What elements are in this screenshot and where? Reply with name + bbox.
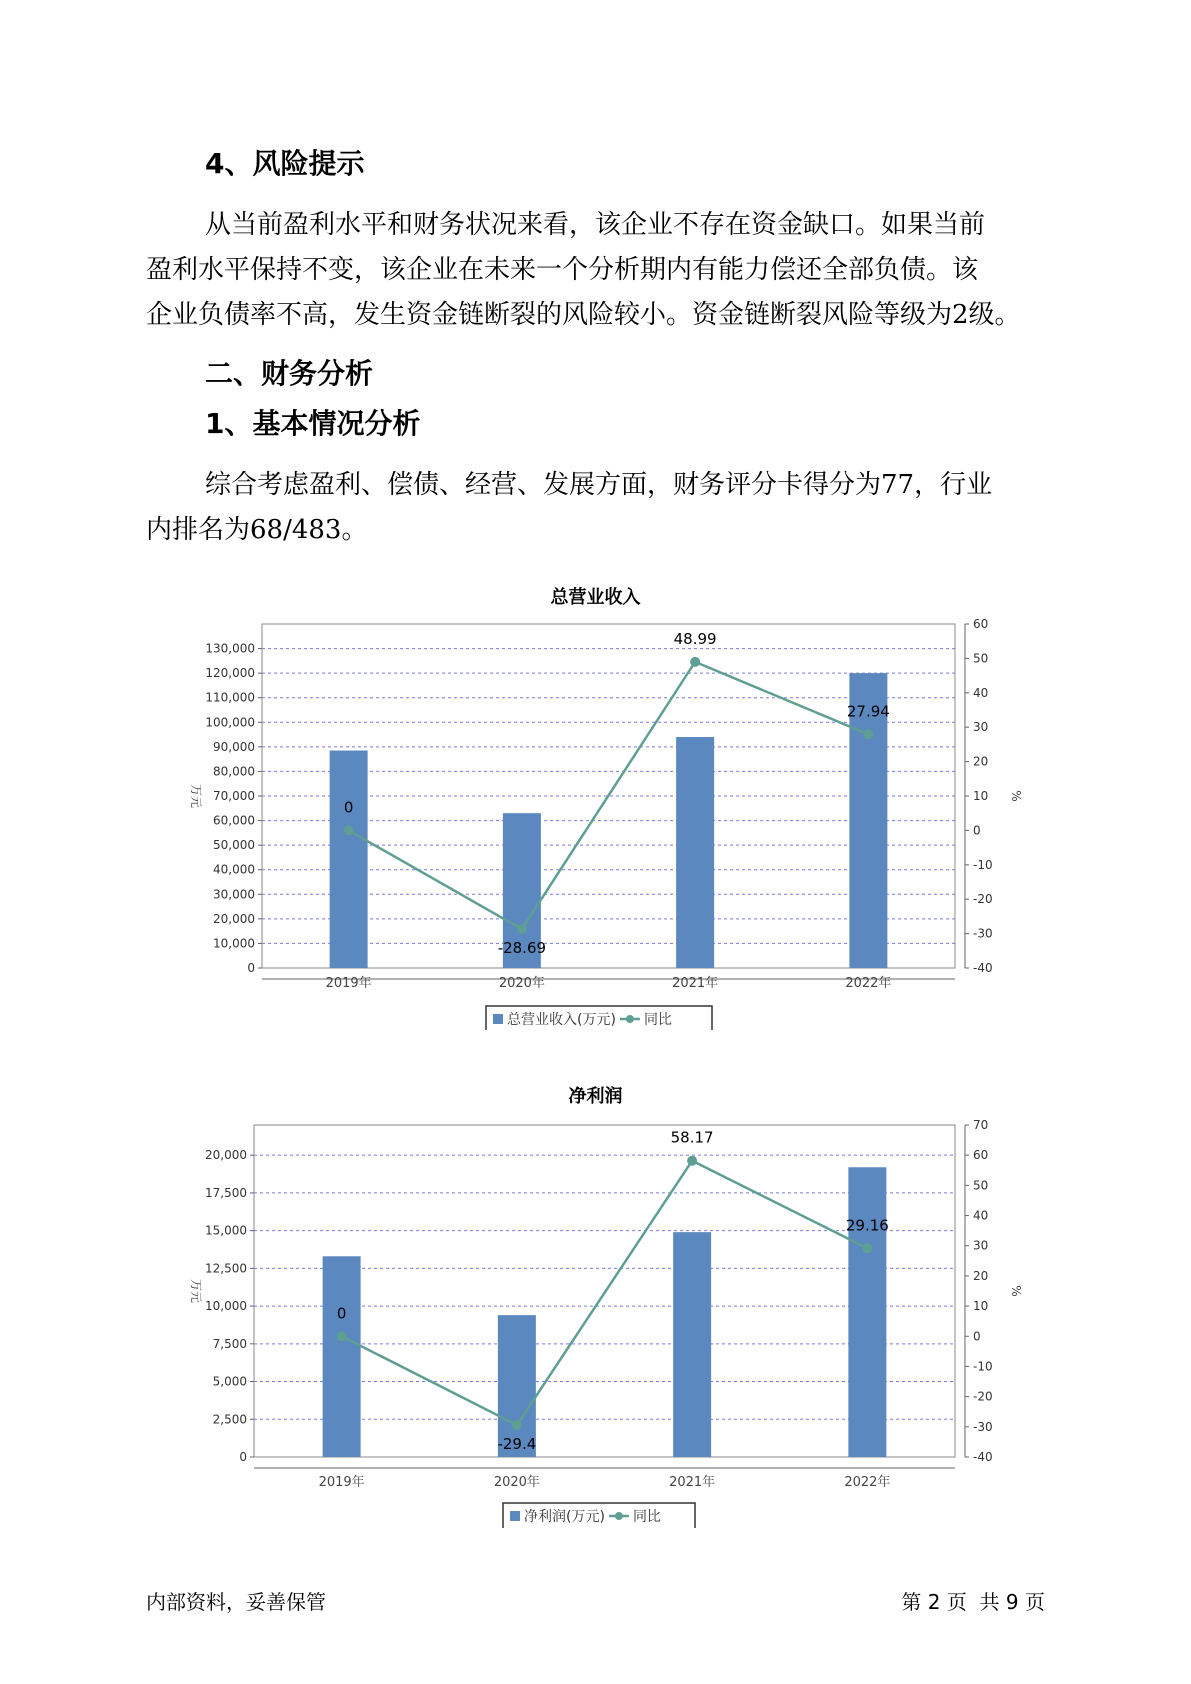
y2-tick-label: -30 xyxy=(973,926,993,941)
legend-label-bar: 净利润(万元) xyxy=(524,1509,605,1525)
y2-tick-label: 60 xyxy=(973,1148,989,1163)
subsection-heading-basic: 1、基本情况分析 xyxy=(205,407,421,440)
y2-tick-label: 0 xyxy=(973,1329,981,1344)
y-tick-label: 60,000 xyxy=(213,813,255,828)
bar xyxy=(673,1232,711,1457)
yoy-point xyxy=(863,729,873,739)
y2-tick-label: 20 xyxy=(973,754,989,769)
chart-title-net-profit: 净利润 xyxy=(568,1086,623,1107)
y-tick-label: 120,000 xyxy=(205,666,255,681)
data-label: 48.99 xyxy=(673,629,717,648)
y2-tick-label: 40 xyxy=(973,1208,989,1223)
y-tick-label: 15,000 xyxy=(205,1223,247,1238)
x-tick-label: 2022年 xyxy=(845,976,892,991)
basic-para-line-2: 内排名为68/483。 xyxy=(146,515,368,545)
data-label: 29.16 xyxy=(845,1216,889,1235)
x-tick-label: 2021年 xyxy=(669,1475,716,1490)
y-tick-label: 30,000 xyxy=(213,887,255,902)
chart-title-revenue: 总营业收入 xyxy=(550,587,641,608)
yoy-point xyxy=(517,924,527,934)
y2-tick-label: -10 xyxy=(973,857,993,872)
y2-tick-label: 30 xyxy=(973,720,989,735)
y2-tick-label: 40 xyxy=(973,685,989,700)
footer-confidential: 内部资料，妥善保管 xyxy=(146,1590,326,1614)
basic-para-line-1: 综合考虑盈利、偿债、经营、发展方面，财务评分卡得分为77，行业 xyxy=(205,470,993,500)
y-tick-label: 0 xyxy=(239,1450,247,1464)
data-label: 58.17 xyxy=(670,1128,714,1147)
legend-swatch-bar xyxy=(493,1014,503,1024)
y2-axis-label: % xyxy=(1009,790,1023,802)
bar xyxy=(848,1167,886,1457)
y2-tick-label: -20 xyxy=(973,1389,993,1404)
data-label: -29.4 xyxy=(497,1435,537,1454)
y-tick-label: 90,000 xyxy=(213,739,255,754)
y-tick-label: 20,000 xyxy=(205,1148,247,1163)
data-label: 0 xyxy=(343,798,354,817)
yoy-point xyxy=(690,657,700,667)
data-label: 27.94 xyxy=(846,702,890,721)
y2-axis-label: % xyxy=(1009,1285,1023,1297)
legend-swatch-point xyxy=(615,1512,623,1520)
yoy-point xyxy=(687,1156,697,1166)
legend-label-bar: 总营业收入(万元) xyxy=(507,1012,616,1028)
y-tick-label: 70,000 xyxy=(213,789,255,803)
x-tick-label: 2020年 xyxy=(493,1475,540,1490)
data-label: -28.69 xyxy=(497,939,547,958)
y2-tick-label: -20 xyxy=(973,892,993,907)
risk-para-line-1: 从当前盈利水平和财务状况来看，该企业不存在资金缺口。如果当前 xyxy=(205,210,986,240)
x-tick-label: 2020年 xyxy=(498,976,545,991)
yoy-point xyxy=(337,1331,347,1341)
y2-tick-label: 30 xyxy=(973,1238,989,1253)
y2-tick-label: -10 xyxy=(973,1359,993,1374)
section-heading-financial: 二、财务分析 xyxy=(205,357,374,390)
yoy-point xyxy=(512,1420,522,1430)
footer-page-number: 第 2 页 共 9 页 xyxy=(901,1590,1045,1614)
bar xyxy=(323,1256,361,1457)
legend-swatch-point xyxy=(626,1015,634,1023)
y2-tick-label: 20 xyxy=(973,1268,989,1283)
y2-tick-label: 10 xyxy=(973,1299,989,1314)
y-tick-label: 110,000 xyxy=(205,690,255,705)
y-tick-label: 5,000 xyxy=(212,1374,247,1389)
y-axis-label: 万元 xyxy=(189,1278,203,1304)
chart-revenue xyxy=(0,615,1191,1034)
net-profit-chart-svg xyxy=(0,1113,1191,1528)
y2-tick-label: 50 xyxy=(973,1178,989,1193)
y-tick-label: 10,000 xyxy=(205,1299,247,1314)
y-tick-label: 12,500 xyxy=(205,1261,247,1276)
y-tick-label: 130,000 xyxy=(205,641,255,656)
y-tick-label: 2,500 xyxy=(212,1412,247,1427)
risk-para-line-3: 企业负债率不高，发生资金链断裂的风险较小。资金链断裂风险等级为2级。 xyxy=(146,300,1021,330)
y2-tick-label: -40 xyxy=(973,1450,993,1464)
x-tick-label: 2019年 xyxy=(325,976,372,991)
y-tick-label: 10,000 xyxy=(213,936,255,951)
y2-tick-label: 10 xyxy=(973,789,989,803)
y2-tick-label: -30 xyxy=(973,1419,993,1434)
y-tick-label: 50,000 xyxy=(213,838,255,853)
y2-tick-label: -40 xyxy=(973,961,993,975)
y-tick-label: 100,000 xyxy=(205,715,255,730)
y-tick-label: 80,000 xyxy=(213,764,255,779)
x-tick-label: 2022年 xyxy=(844,1475,891,1490)
x-tick-label: 2019年 xyxy=(318,1475,365,1490)
bar xyxy=(330,751,368,968)
bar xyxy=(676,737,714,968)
revenue-chart-svg xyxy=(0,615,1191,1030)
y-tick-label: 17,500 xyxy=(205,1185,247,1200)
y2-tick-label: 0 xyxy=(973,823,981,838)
legend-swatch-bar xyxy=(510,1511,520,1521)
yoy-point xyxy=(344,825,354,835)
legend-label-line: 同比 xyxy=(643,1012,672,1028)
yoy-point xyxy=(862,1243,872,1253)
y2-tick-label: 50 xyxy=(973,651,989,666)
data-label: 0 xyxy=(336,1304,347,1323)
y2-tick-label: 60 xyxy=(973,617,989,631)
legend-label-line: 同比 xyxy=(632,1509,661,1525)
section-heading-risk: 4、风险提示 xyxy=(205,147,365,180)
chart-net-profit xyxy=(0,1113,1191,1532)
y-tick-label: 40,000 xyxy=(213,862,255,877)
y-tick-label: 20,000 xyxy=(213,911,255,926)
y-tick-label: 7,500 xyxy=(212,1336,247,1351)
y-axis-label: 万元 xyxy=(189,783,203,809)
y-tick-label: 0 xyxy=(247,961,255,975)
y2-tick-label: 70 xyxy=(973,1118,989,1132)
x-tick-label: 2021年 xyxy=(672,976,719,991)
risk-para-line-2: 盈利水平保持不变，该企业在未来一个分析期内有能力偿还全部负债。该 xyxy=(146,255,979,285)
